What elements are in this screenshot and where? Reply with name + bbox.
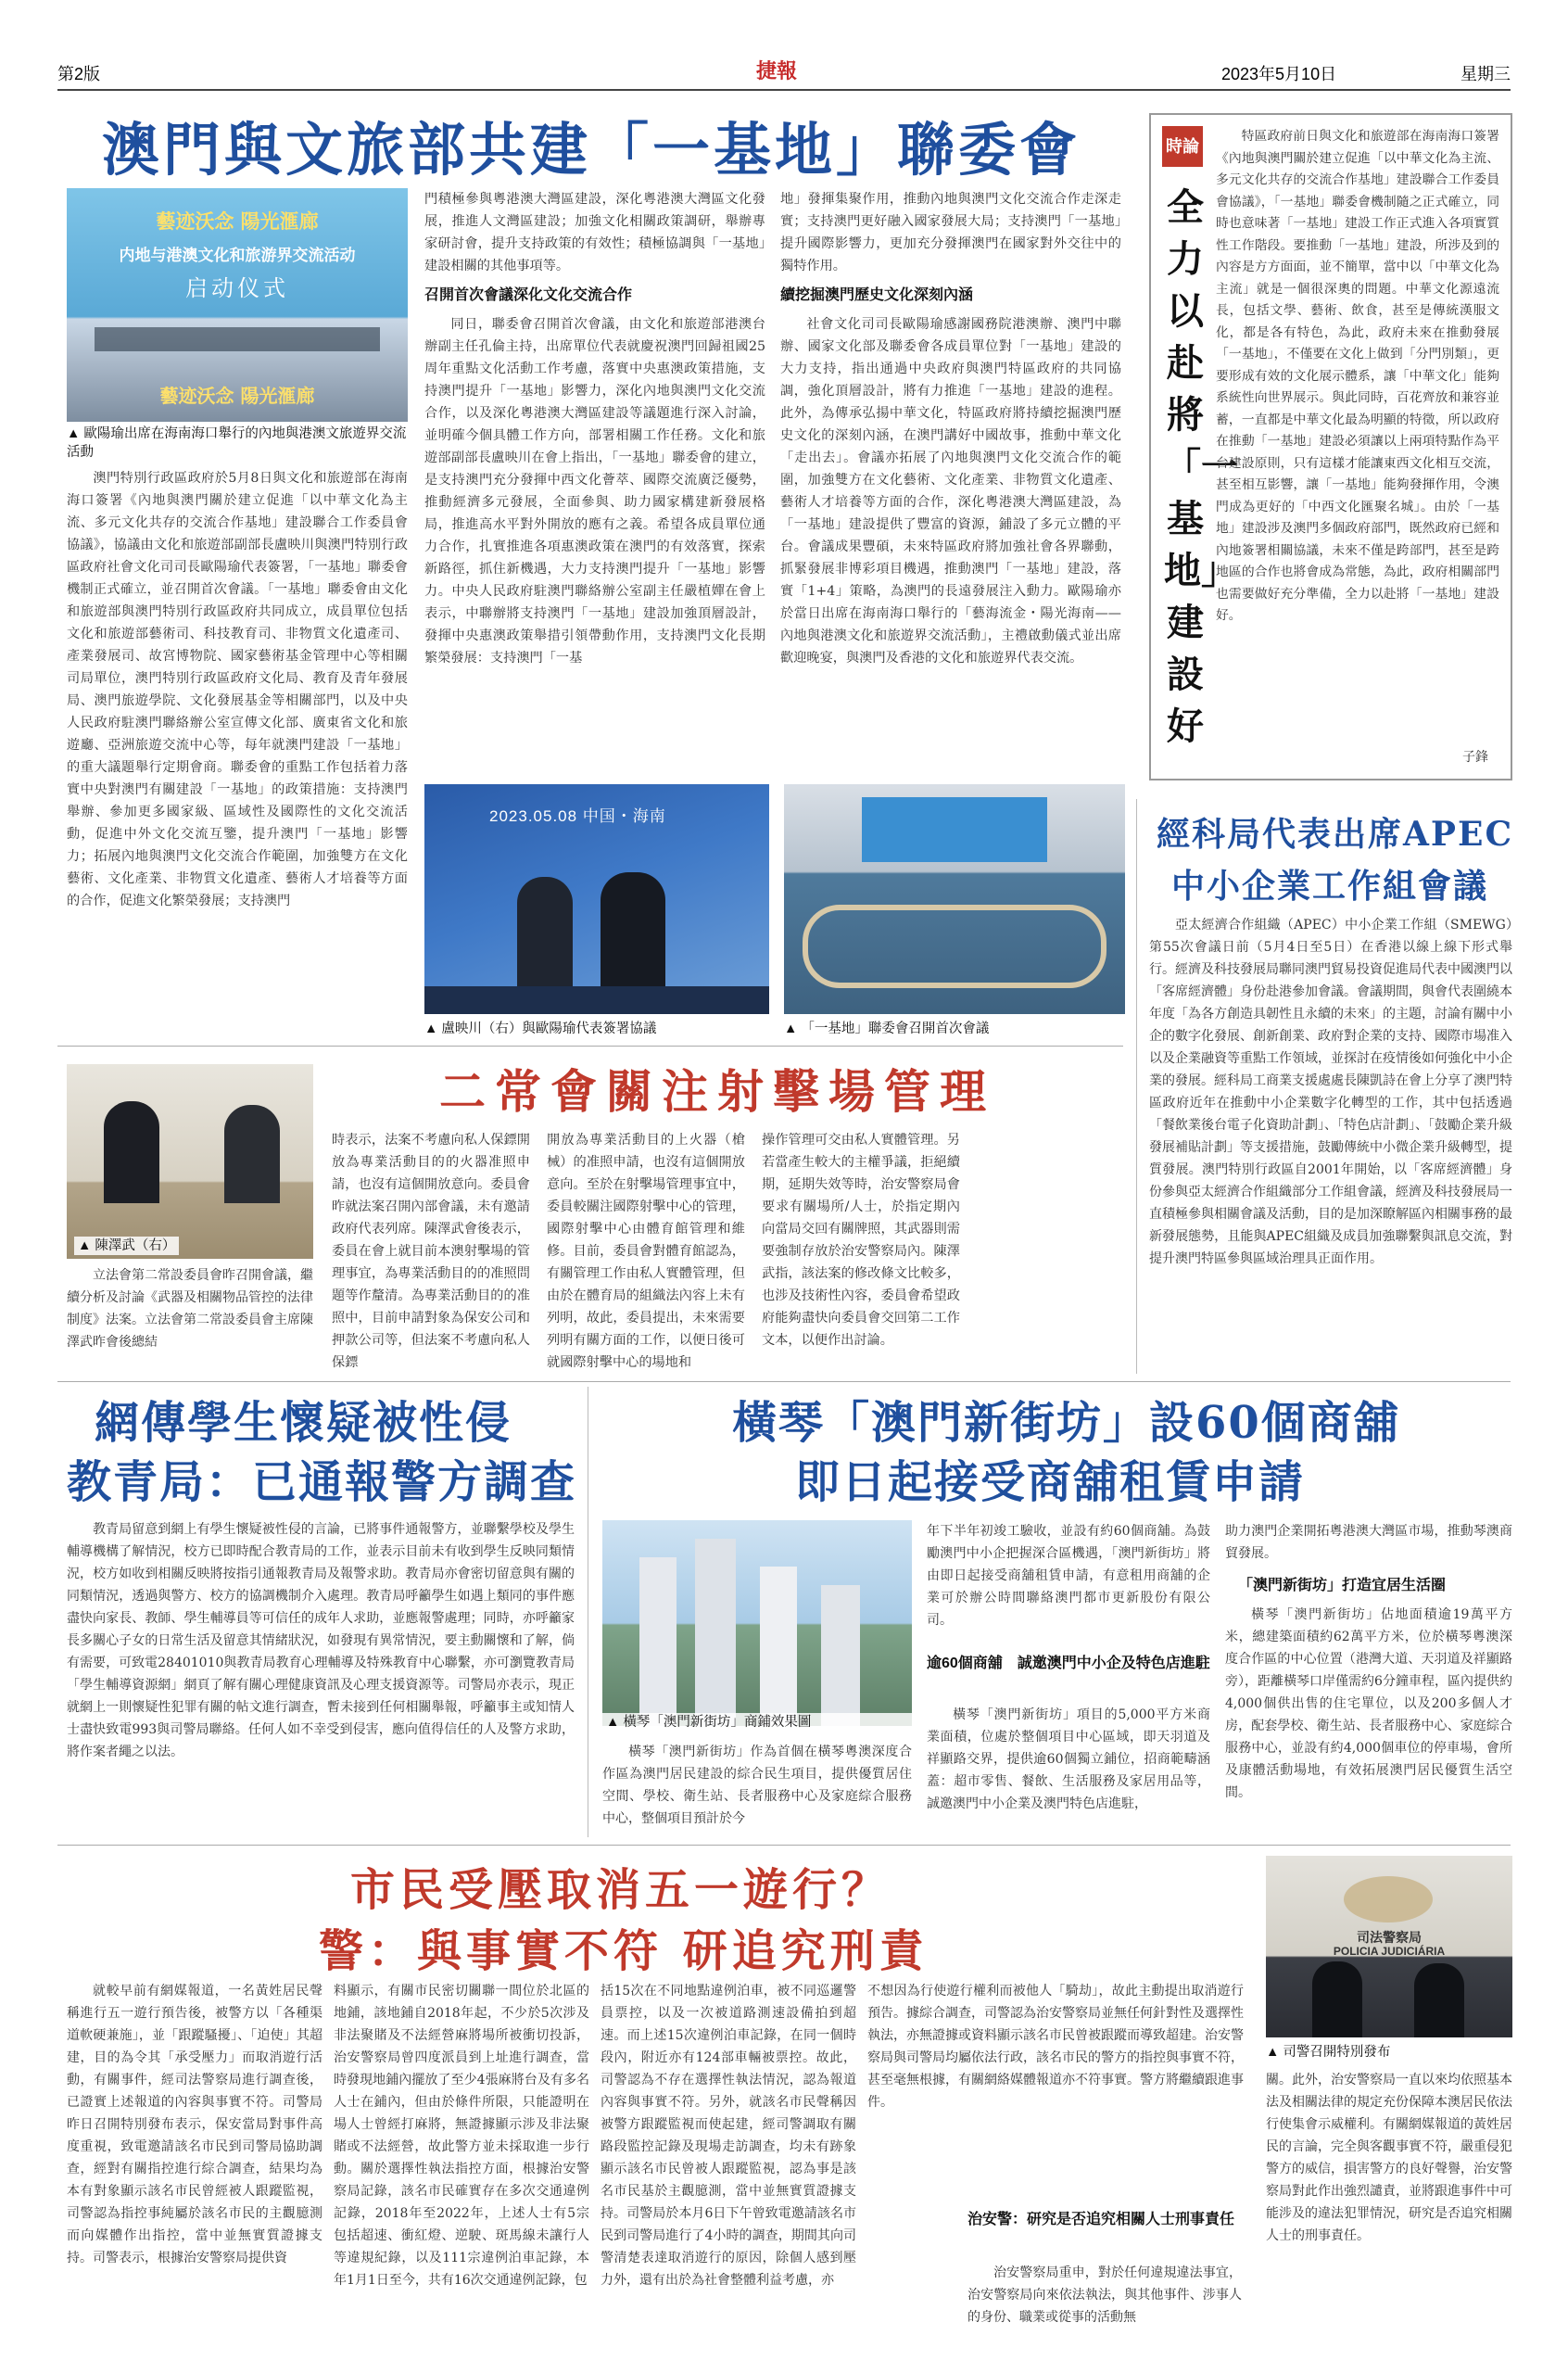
article-1-subhead-2: 續挖掘澳門歷史文化深刻內涵 [780,287,974,303]
issue-date: 2023年5月10日 [1221,65,1337,83]
article-1-headline: 澳門與文旅部共建「一基地」聯委會 [102,116,1081,184]
page-number: 第2版 [57,65,101,83]
article-5-headline-2: 即日起接受商舖租賃申請 [795,1456,1306,1508]
photo-caption-signing: ▲ 盧映川（右）與歐陽瑜代表簽署協議 [424,1022,657,1036]
photo-sign-pt: POLICIA JUDICIÁRIA [1333,1945,1446,1958]
photo-caption-neighbourhood: ▲ 橫琴「澳門新街坊」商鋪效果圖 [602,1713,912,1732]
header-rule [57,89,1511,91]
article-6-col-5 [1266,2069,1512,2351]
tower-1 [639,1557,677,1726]
article-3-col-3 [547,1129,745,1376]
photo-new-neighbourhood [602,1520,912,1726]
article-5-col-3-top-text: 助力澳門企業開拓粵港澳大灣區市場，推動琴澳商貿發展。 [1225,1524,1512,1561]
divider-art1-art3 [57,1046,1123,1047]
article-6-col-4-body [967,2262,1242,2351]
article-6-col-5-text: 關。此外，治安警察局一直以來均依照基本法及相關法律的規定充份保障本澳居民依法行使集會示威權利。有關網媒報道的黃姓居民的言論，完全與客觀事實不符，嚴重侵犯警方的威信，損害警方的良好聲譽，治安警察局對此作出強烈譴責，並將跟進事件中可能涉及的違法犯罪情況，研究是否追究相關人士的刑事責任。 [1266,2073,1512,2243]
banner-slogan-top: 藝迹沃念 陽光滙廊 [156,209,319,233]
article-5-col-2-top-text: 年下半年初竣工驗收，並設有約60個商舖。為鼓勵澳門中小企把握深合區機遇，「澳門新街坊」將由即日起接受商舖租賃申請，有意租用商舖的企業可於辦公時間聯絡澳門都市更新股份有限公司。 [927,1524,1210,1628]
article-6-col-4-top-text: 不想因為行使遊行權利而被他人「騎劫」，故此主動提出取消遊行預告。據綜合調查，司警認為治安警察局並無任何針對性及選擇性執法，亦無證據或資料顯示該名市民曾被跟蹤而導致超建。治安警察局與司警局均屬依法行政，該名市民的警方的指控與事實不符，甚至毫無根據，有關網絡媒體報道亦不符事實。警方將繼續跟進事件。 [867,1984,1244,2110]
article-3-col-4 [762,1129,960,1376]
article-2-headline-1: 經科局代表出席APEC [1157,815,1514,854]
article-1-col-2-top [424,188,765,277]
masthead-logo: 捷報 [756,59,798,83]
article-3-col-2-text: 時表示，法案不考慮向私人保鏢開放為專業活動目的的火器准照申請，也沒有這個開放意向。委員會昨就法案召開內部會議，未有邀請政府代表列席。陳澤武會後表示，委員在會上就目前本澳射擊場的管理事宜，為專業活動目的的准照問題等作釐清。為專業活動目的的准照中，目前申請對象為保安公司和押款公司等，但法案不考慮向私人保鏢 [332,1133,530,1370]
article-6-col-4-body-text: 治安警察局重申，對於任何違規違法事宜，治安警察局向來依法執法，與其他事件、涉事人的身份、職業或從事的活動無 [967,2265,1242,2325]
article-6-col-4-top [867,1980,1244,2210]
article-1-col-3-body [780,313,1121,769]
commentary-title: 全力以赴將「一基地」建設好 [1164,185,1238,748]
banner-event-name: 内地与港澳文化和旅游界交流活动 [119,247,356,264]
photo-chan-chak-mo [67,1064,313,1259]
article-5-headline-1: 橫琴「澳門新街坊」設60個商舖 [732,1397,1400,1449]
article-4-body [67,1518,575,1832]
article-1-col-1-text: 澳門特別行政區政府於5月8日與文化和旅遊部在海南海口簽署《內地與澳門關於建立促進「以中華文化為主流、多元文化共存的交流合作基地」建設聯合工作委員會協議》，協議由文化和旅遊部副部長盧映川與澳門特別行政區政府社會文化司司長歐陽瑜代表簽署，「一基地」聯委會機制正式確立，並召開首次會議。「一基地」聯委會由文化和旅遊部與澳門特別行政區政府共同成立，成員單位包括文化和旅遊部藝術司、科技教育司、非物質文化遺產司、產業發展司、故宮博物院、國家藝術基金管理中心等相關司局單位，澳門特別行政區政府文化局、教育及青年發展局、澳門旅遊學院、文化發展基金等相關部門，以及中央人民政府駐澳門聯絡辦公室宣傳文化部、廣東省文化和旅遊廳、亞洲旅遊交流中心等，每年就澳門建設「一基地」的重大議題舉行定期會商。聯委會的重點工作包括着力落實中央對澳門有關建設「一基地」的政策措施：支持澳門舉辦、參加更多國家級、區域性及國際性的文化交流活動，促進中外文化交流互鑒，提升澳門「一基地」影響力；拓展內地與澳門文化交流合作範圍，加強雙方在文化藝術、文化產業、非物質文化遺產、藝術人才培養等方面的合作，促進文化繁榮發展；支持澳門 [67,471,408,908]
photo-pj-press [1266,1856,1512,2037]
article-4-headline-1: 網傳學生懷疑被性侵 [95,1397,512,1449]
person-1 [104,1101,159,1203]
meeting-table [803,905,1106,988]
photo-sign-cn: 司法警察局 [1357,1930,1422,1945]
police-emblem [1344,1876,1433,1923]
photo-signing [424,784,769,1014]
article-1-col-3-body-text: 社會文化司司長歐陽瑜感謝國務院港澳辦、澳門中聯辦、國家文化部及聯委會各成員單位對「一基地」建設的大力支持，指出通過中央政府與澳門特區政府的共同協調，強化頂層設計，將有力推進「一基地」建設的進程。此外，為傳承弘揚中華文化，特區政府將持續挖掘澳門歷史文化的深刻內涵，在澳門講好中國故事，推動中華文化「走出去」。會議亦拓展了內地與澳門文化交流合作的範圍，加強雙方在文化藝術、文化產業、非物質文化遺產、藝術人才培養等方面的合作，深化粵港澳大灣區建設，為「一基地」建設提供了豐富的資源，鋪設了多元立體的平台。會議成果豐碩，未來特區政府將加強社會各界聯動，抓緊發展非博彩項目機遇，推動澳門「一基地」建設，落實「1+4」策略，為澳門的長遠發展注入動力。歐陽瑜亦於當日出席在海南海口舉行的「藝海流金・陽光海南——內地與港澳文化和旅遊界交流活動」，主禮啟動儀式並出席歡迎晚宴，與澳門及香港的文化和旅遊界代表交流。 [780,317,1121,666]
signing-table [424,986,769,1014]
person-2 [224,1105,280,1203]
article-2-body [1149,914,1512,1368]
article-1-col-3-top-text: 地」發揮集聚作用，推動內地與澳門文化交流合作走深走實；支持澳門更好融入國家發展大局；支持澳門「一基地」提升國際影響力，更加充分發揮澳門在國家對外交往中的獨特作用。 [780,192,1121,273]
article-5-col-3-body [1225,1604,1512,1834]
article-6-col-2 [334,1980,589,2351]
meeting-screen [862,797,1047,862]
article-1-col-2-top-text: 門積極參與粵港澳大灣區建設，深化粵港澳大灣區文化發展，推進人文灣區建設；加強文化相關政策調研，舉辦專家研討會，提升支持政策的有效性；積極協調與「一基地」建設相關的其他事項等。 [424,192,765,273]
photo-caption-launch: ▲ 歐陽瑜出席在海南海口舉行的內地與港澳文旅遊界交流活動 [67,426,407,460]
article-6-subhead: 治安警：研究是否追究相關人士刑事責任 [967,2212,1235,2227]
photo-caption-pj: ▲ 司警召開特別發布 [1266,2045,1391,2060]
article-3-col-2 [332,1129,530,1376]
stage-people [95,327,380,351]
article-5-col-2-body-text: 橫琴「澳門新街坊」項目的5,000平方米商業面積，位處於整個項目中心區域，即天羽道及祥顯路交界，提供逾60個獨立鋪位，招商範疇涵蓋：超市零售、餐飲、生活服務及家居用品等，誠邀澳門中小企業及澳門特色店進駐， [927,1707,1210,1811]
photo-launch-ceremony [67,188,408,422]
photo-caption-meeting: ▲ 「一基地」聯委會召開首次會議 [784,1022,990,1036]
banner-kickoff: 启动仪式 [185,276,289,301]
article-6-col-2-text: 料顯示，有關市民密切關聯一間位於北區的地鋪，該地鋪自2018年起，不少於5次涉及非法聚賭及不法經營麻將場所被衝切投訴，治安警察局曾四度派員到上址進行調查，當時發現地鋪內擺放了至少4張麻將台及有多名人士在鋪內，但由於條件所限，只能證明在場人士曾經打麻將，無證據顯示涉及非法聚賭或不法經營，故此警方並未採取進一步行動。關於選擇性執法指控方面，根據治安警察局記錄，該名市民確實存在多次交通違例記錄，2018年至2022年，上述人士有5宗包括超速、衝紅燈、逆駛、斑馬線未讓行人等違規紀錄，以及111宗違例泊車記錄，本年1月1日至今，共有16次交通違例記錄，包 [334,1984,589,2288]
photo-caption-chan: ▲ 陳澤武（右） [74,1237,179,1255]
article-1-col-2-body [424,313,765,769]
article-6-col-1 [67,1980,322,2351]
tower-3 [760,1567,797,1726]
article-3-col-1-text: 立法會第二常設委員會昨召開會議，繼續分析及討論《武器及相關物品管控的法律制度》法案。立法會第二常設委員會主席陳澤武昨會後總結 [67,1268,313,1350]
article-5-col-1 [602,1741,912,1834]
article-1-col-3-top [780,188,1121,277]
article-4-headline-2: 教青局：已通報警方調查 [67,1456,577,1508]
tower-4 [821,1585,860,1726]
article-5-col-2-body [927,1704,1210,1834]
article-1-col-2-body-text: 同日，聯委會召開首次會議，由文化和旅遊部港澳台辦副主任孔倫主持，出席單位代表就慶祝澳門回歸祖國25周年重點文化活動工作考慮，落實中央惠澳政策措施，支持澳門提升「一基地」影響力，深化內地與澳門文化交流合作，以及深化粵港澳大灣區建設等議題進行深入討論，並明確今個具體工作方向，部署相關工作任務。文化和旅遊部副部長盧映川在會上指出，「一基地」聯委會的建立，是支持澳門充分發揮中西文化薈萃、國際交流廣泛優勢，推動經濟多元發展，全面參與、助力國家構建新發展格局，推進高水平對外開放的應有之義。希望各成員單位通力合作，扎實推進各項惠澳政策在澳門的有效落實，探索新路徑，抓住新機遇，大力支持澳門提升「一基地」影響力。中央人民政府駐澳門聯絡辦公室副主任嚴植嬋在會上表示，中聯辦將支持澳門「一基地」建設加強頂層設計，發揮中央惠澳政策舉措引領帶動作用，支持澳門文化長期繁榮發展：支持澳門「一基 [424,317,765,666]
article-6-headline-2: 警：與事實不符 研追究刑責 [319,1925,929,1977]
banner-slogan-bottom: 藝迹沃念 陽光滙廊 [159,385,315,407]
article-3-col-1 [67,1264,313,1376]
article-5-col-3-body-text: 橫琴「澳門新街坊」佔地面積逾19萬平方米，總建築面積約62萬平方米，位於橫琴粵澳深度合作區的中心位置（港灣大道、天羽道及祥顯路旁），距離橫琴口岸僅需約6分鐘車程，區內提供約4,000個供出售的住宅單位，以及200多個人才房，配套學校、衛生站、長者服務中心、家庭綜合服務中心，並設有約4,000個車位的停車場，會所及康體活動場地，有效拓展澳門居民優質生活空間。 [1225,1607,1512,1800]
divider-mid [57,1381,1511,1382]
article-6-col-3-text: 括15次在不同地點違例泊車，被不同巡邏警員票控，以及一次被道路測速設備拍到超速。而上述15次違例泊車記錄，在同一個時段內，附近亦有124部車輛被票控。故此，司警認為不存在選擇性執法情況，認為報道內容與事實不符。另外，就該名市民聲稱因被警方跟蹤監視而使起建，經司警調取有關路段監控記錄及現場走訪調查，均未有跡象顯示該名市民曾被人跟蹤監視，認為事是該名市民基於主觀臆測，當中並無實質證據支持。司警局於本月6日下午曾致電邀請該名市民到司警局進行了4小時的調查，期間其向司警清楚表達取消遊行的原因，除個人感到壓力外，還有出於為社會整體利益考慮，亦 [601,1984,856,2288]
article-5-subhead-2: 「澳門新街坊」打造宜居生活圈 [1238,1578,1447,1593]
article-1-subhead-1: 召開首次會議深化文化交流合作 [424,287,633,303]
weekday: 星期三 [1461,65,1511,83]
article-2-headline-2: 中小企業工作組會議 [1171,867,1489,906]
photo-first-meeting [784,784,1125,1014]
article-6-col-3 [601,1980,856,2351]
article-3-col-3-text: 開放為專業活動目的上火器（槍械）的准照申請，也沒有這個開放意向。至於在射擊場管理事宜中，委員較關注國際射擊中心的管理，國際射擊中心由體育館管理和維修。目前，委員會對體育館認為，有關管理工作由私人實體管理，但由於在體育局的組織法內容上未有列明，故此，委員提出，未來需要列明有關方面的工作，以便日後可就國際射擊中心的場地和 [547,1133,745,1370]
article-5-col-1-text: 橫琴「澳門新街坊」作為首個在橫琴粵澳深度合作區為澳門居民建設的綜合民生項目，提供優質居住空間、學校、衛生站、長者服務中心及家庭綜合服務中心，整個項目預計於今 [602,1745,912,1826]
commentary-author: 子鋒 [1462,750,1488,765]
article-6-col-1-text: 就較早前有網媒報道，一名黃姓居民聲稱進行五一遊行預告後，被警方以「各種渠道軟硬兼施」，並「跟蹤騷擾」、「迫使」其超建，目的為令其「承受壓力」而取消遊行活動，有關事件，經司法警察局進行調查後，已證實上述報道的內容與事實不符。司警局昨日召開特別發布表示，保安當局對事件高度重視，致電邀請該名市民到司警局協助調查，經對有關指控進行綜合調查，結果均為本有對象顯示該名市民曾經被人跟蹤監視，司警認為指控事純屬於該名市民的主觀臆測而向媒體作出指控，當中並無實質證據支持。司警表示，根據治安警察局提供資 [67,1984,322,2265]
commentary-body [1216,126,1499,729]
divider-bottom [57,1845,1511,1846]
tower-2 [695,1539,736,1726]
article-2-body-text: 亞太經濟合作組織（APEC）中小企業工作組（SMEWG）第55次會議日前（5月4日至5日）在香港以線上線下形式舉行。經濟及科技發展局聯同澳門貿易投資促進局代表中國澳門以「客席經濟體」身份赴港參加會議。會議期間，與會代表圍繞本年度「為各方創造具韌性且永續的未來」的主題，討論有關中小企的數字化發展、創新創業、政府對企業的支持、國際市場准入以及企業融資等重點工作領域，並探討在疫情後如何強化中小企業的發展。經科局工商業支援處處長陳凱詩在會上分享了澳門特區政府近年在推動中小企業數字化轉型的工作，其中包括透過「餐飲業後台電子化資助計劃」、「特色店計劃」、「鼓勵企業升級發展補貼計劃」等支援措施，鼓勵傳統中小微企業升級轉型，提質發展。澳門特別行政區自2001年開始，以「客席經濟體」身份參與亞太經濟合作組織部分工作組會議，經濟及科技發展局一直積極參與相關會議及活動，目的是加深瞭解區內相關事務的最新發展態勢，且能與APEC組織及成員加強聯繫與訊息交流，對提升澳門特區參與區域治理具正面作用。 [1149,918,1512,1266]
officer-1 [1312,1961,1362,2037]
article-6-headline-1: 市民受壓取消五一遊行？ [350,1864,891,1916]
officer-2 [1414,1963,1464,2037]
article-5-col-3-top [1225,1520,1512,1567]
article-5-col-2-top [927,1520,1210,1657]
article-1-col-1 [67,467,408,1042]
commentary-body-text: 特區政府前日與文化和旅遊部在海南海口簽署《內地與澳門關於建立促進「以中華文化為主流、多元文化共存的交流合作基地」建設聯合工作委員會協議》，「一基地」聯委會機制隨之正式確立，同時也意味著「一基地」建設工作正式進入各項實質性工作階段。要推動「一基地」建設，所涉及到的內容是方方面面，並不簡單，當中以「中華文化為主流」就是一個很深奧的問題。中華文化源遠流長，包括文學、藝術、飲食，甚至是傳統漢服文化，都是各有特色，為此，政府未來在推動發展「一基地」，不僅要在文化上做到「分門別類」，更要形成有效的文化展示體系，讓「中華文化」能夠系統性向世界展示。與此同時，百花齊放和兼容並蓄，一直都是中華文化最為明顯的特徵，所以政府在推動「一基地」建設必須讓以上兩項特點作為平台建設原則，只有這樣才能讓東西文化相互交流，甚至相互影響，讓「一基地」能夠發揮作用，令澳門成為更好的「中西文化匯聚名城」。由於「一基地」建設涉及澳門多個政府部門，既然政府已經和內地簽署相關協議，未來不僅是跨部門，甚至是跨地區的合作也將會成為常態，為此，政府相關部門也需要做好充分準備，全力以赴將「一基地」建設好。 [1216,129,1499,623]
photo-date-stamp: 2023.05.08 中国・海南 [489,807,666,825]
article-4-body-text: 教青局留意到網上有學生懷疑被性侵的言論，已將事件通報警方，並聯繫學校及學生輔導機構了解情況，校方已即時配合教青局的工作，並表示目前未有收到學生反映同類情況，校方如收到相關反映將按指引通報教青局及報警求助。教青局亦會密切留意與有關的同類情況，透過與警方、校方的協調機制介入處理。教青局呼籲學生如遇上類同的事件應盡快向家長、教師、學生輔導員等可信任的成年人求助，並應報警處理；同時，亦呼籲家長多關心子女的日常生活及留意其情緒狀況，如發現有異常情況，要主動關懷和了解，倘有需要，可致電28401010與教青局教育心理輔導及特殊教育中心聯繫，亦可瀏覽教青局「學生輔導資源網」網頁了解有關心理健康資訊及心理支援資源等。司警局亦表示，現正就網上一則懷疑性犯罪有關的帖文進行調查，暫未接到任何相關舉報，呼籲事主或知情人士盡快致電993與司警局聯絡。任何人如不幸受到侵害，應向值得信任的人及警方求助，將作案者繩之以法。 [67,1522,575,1759]
article-5-subhead-1: 逾60個商舖 誠邀澳門中小企及特色店進駐 [927,1656,1210,1671]
article-3-col-4-text: 操作管理可交由私人實體管理。另若當產生較大的主權爭議，拒絕續期，延期失效等時，治安警察局會要求有關場所/人士，於指定期內向當局交回有關牌照，其武器則需要強制存放於治安警察局內。陳澤武指，該法案的修改條文比較多，也涉及技術性內容，委員會希望政府能夠盡快向委員會交回第二工作文本，以便作出討論。 [762,1133,960,1348]
article-3-headline: 二常會關注射擊場管理 [439,1064,995,1119]
column-divider-apec [1136,799,1137,1374]
commentary-tag: 時論 [1162,126,1203,167]
